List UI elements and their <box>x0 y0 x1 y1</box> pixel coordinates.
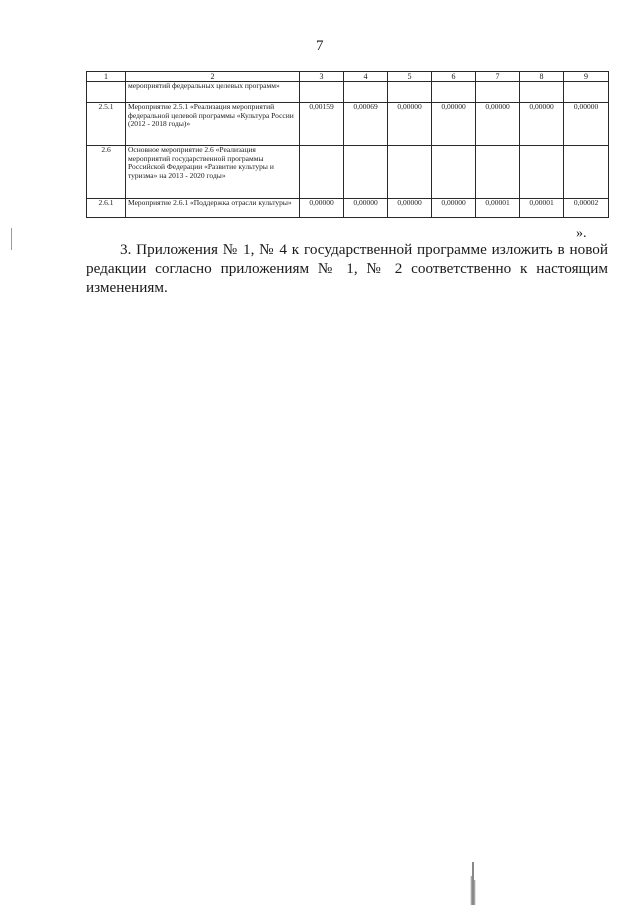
row-value <box>520 146 564 199</box>
row-value <box>388 82 432 103</box>
row-value <box>432 82 476 103</box>
row-name: Основное мероприятие 2.6 «Реализация мероприятий государственной программы Российской Федерации «Развитие культуры и туризма» на 2013 - 2020 годы» <box>126 146 300 199</box>
amendment-paragraph: 3. Приложения № 1, № 4 к государственной программе изложить в новой редакции согласно приложениям № 1, № 2 соответственно к настоящим изменениям. <box>86 241 608 296</box>
table-row <box>87 199 609 218</box>
column-header: 1 <box>87 72 126 82</box>
closing-quote: ». <box>576 226 587 241</box>
row-value: 0,00001 <box>520 199 564 218</box>
row-value <box>388 146 432 199</box>
row-value: 0,00000 <box>432 103 476 146</box>
row-name: Мероприятие 2.5.1 «Реализация мероприятий федеральной целевой программы «Культура России (2012 - 2018 годы)» <box>126 103 300 146</box>
scan-margin-mark <box>11 228 12 250</box>
row-value: 0,00159 <box>300 103 344 146</box>
row-name: мероприятий федеральных целевых программ» <box>126 82 300 103</box>
column-header: 4 <box>344 72 388 82</box>
row-value <box>300 146 344 199</box>
column-header: 3 <box>300 72 344 82</box>
row-number: 2.5.1 <box>87 103 126 146</box>
row-value <box>564 146 609 199</box>
column-header: 8 <box>520 72 564 82</box>
column-header: 7 <box>476 72 520 82</box>
column-header: 5 <box>388 72 432 82</box>
row-value: 0,00069 <box>344 103 388 146</box>
row-value <box>564 82 609 103</box>
scan-artifact-mark <box>470 862 476 905</box>
row-value <box>476 146 520 199</box>
row-value: 0,00000 <box>432 199 476 218</box>
table-header-row <box>87 72 609 82</box>
row-value <box>344 146 388 199</box>
row-value: 0,00000 <box>388 103 432 146</box>
row-value: 0,00001 <box>476 199 520 218</box>
budget-table <box>86 71 609 218</box>
page-number: 7 <box>316 38 324 54</box>
row-value <box>520 82 564 103</box>
row-value: 0,00000 <box>476 103 520 146</box>
row-number: 2.6.1 <box>87 199 126 218</box>
table-row <box>87 146 609 199</box>
row-value <box>476 82 520 103</box>
table-row <box>87 103 609 146</box>
row-value: 0,00000 <box>564 103 609 146</box>
row-value: 0,00000 <box>520 103 564 146</box>
row-value: 0,00000 <box>344 199 388 218</box>
row-value <box>432 146 476 199</box>
row-name: Мероприятие 2.6.1 «Поддержка отрасли культуры» <box>126 199 300 218</box>
row-value: 0,00002 <box>564 199 609 218</box>
table-row <box>87 82 609 103</box>
row-number <box>87 82 126 103</box>
row-value: 0,00000 <box>388 199 432 218</box>
row-number: 2.6 <box>87 146 126 199</box>
row-value: 0,00000 <box>300 199 344 218</box>
row-value <box>300 82 344 103</box>
column-header: 9 <box>564 72 609 82</box>
column-header: 2 <box>126 72 300 82</box>
row-value <box>344 82 388 103</box>
column-header: 6 <box>432 72 476 82</box>
